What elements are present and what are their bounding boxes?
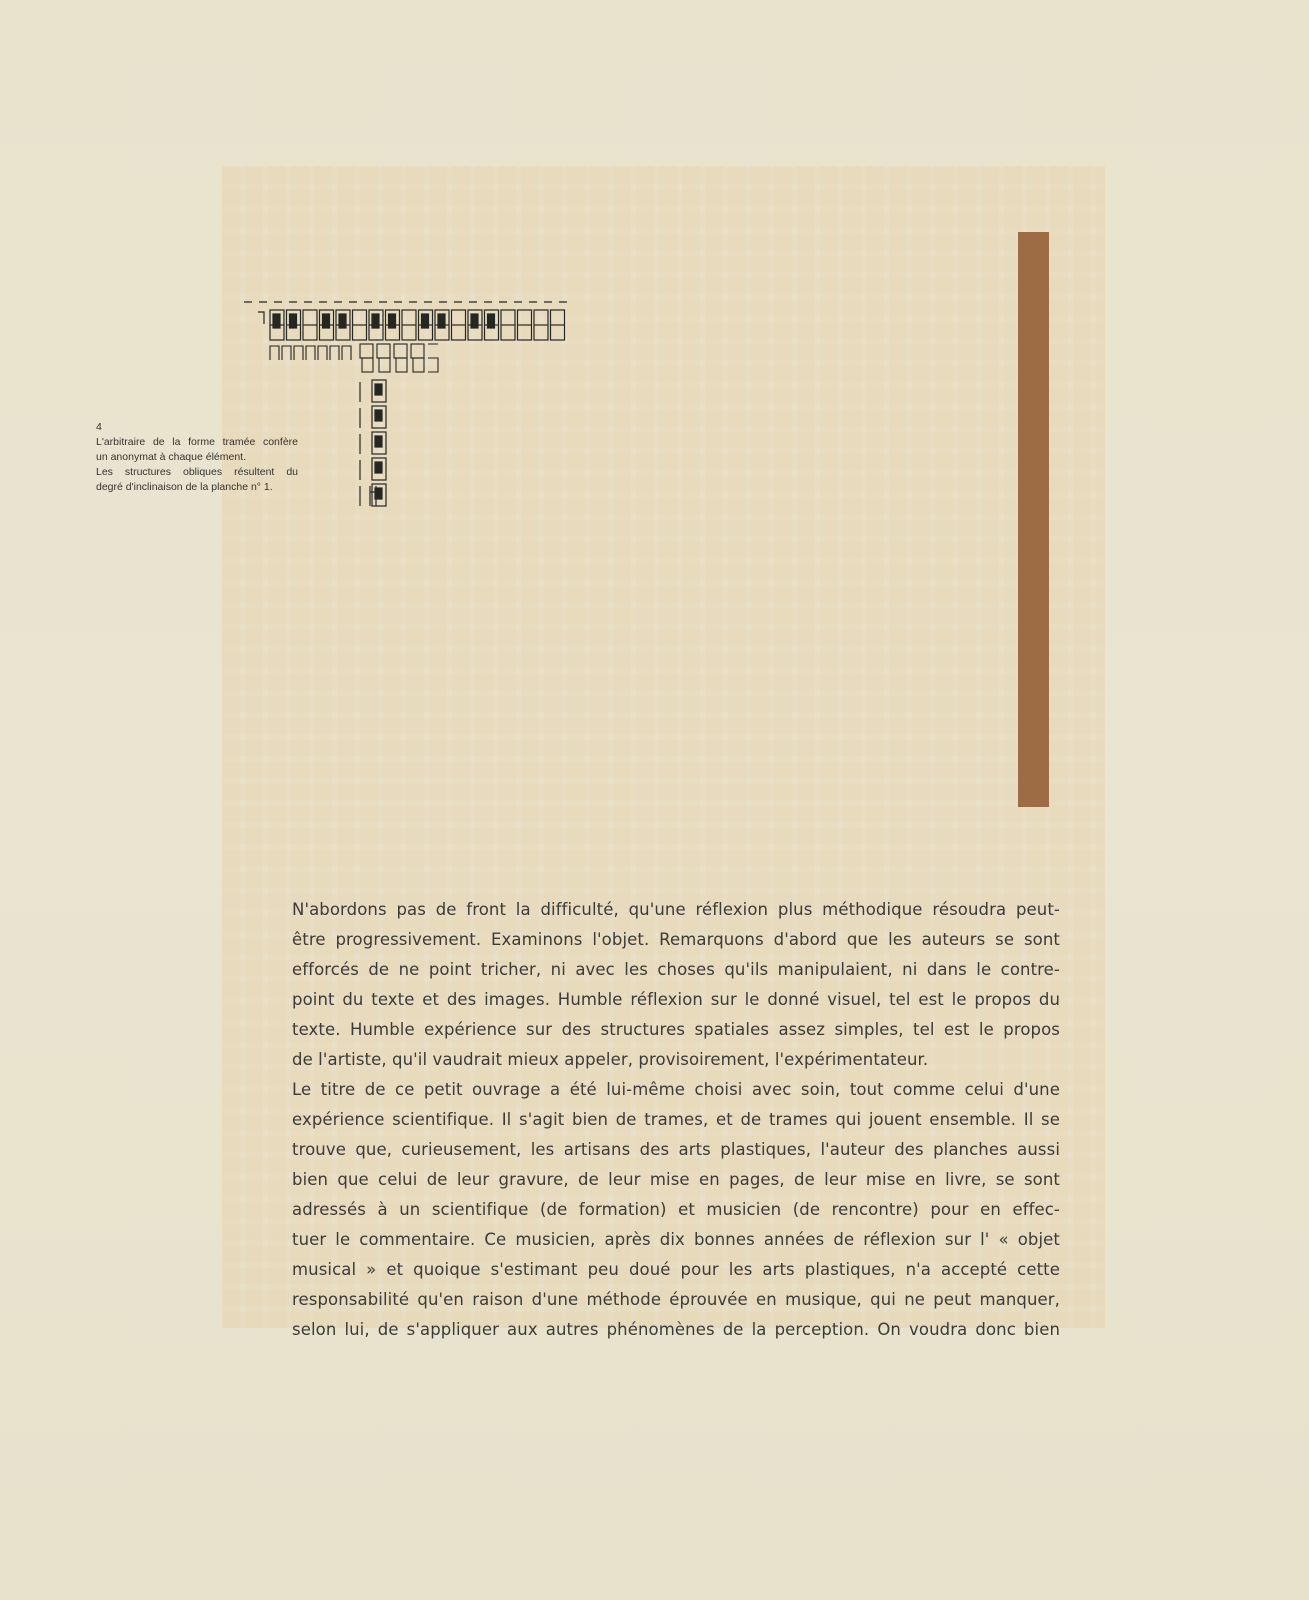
text-line: selon lui, de s'appliquer aux autres phénomènes de la perception. On voudra donc bien <box>292 1320 1060 1339</box>
cell-fill <box>488 314 495 328</box>
cell-fill <box>375 410 382 421</box>
caption-line: un anonymat à chaque élément. <box>96 451 247 463</box>
text-line: musical » et quoique s'estimant peu doué pour les arts plastiques, n'a accepté cette <box>292 1260 1060 1279</box>
text-line: efforcés de ne point tricher, ni avec les choses qu'ils manipulaient, ni dans le contre- <box>292 960 1060 979</box>
text-line: responsabilité qu'en raison d'une méthode éprouvée en musique, qui ne peut manquer, <box>292 1290 1060 1309</box>
caption-line: Les structures obliques résultent du <box>96 466 298 478</box>
bracket-mark <box>428 344 438 372</box>
cell-fill <box>471 314 478 328</box>
cell-outline <box>360 344 373 358</box>
caption-line: degré d'inclinaison de la planche n° 1. <box>96 481 273 493</box>
copper-vertical-strip <box>1018 232 1049 807</box>
cell-fill <box>422 314 429 328</box>
cell-fill <box>323 314 330 328</box>
text-line: tuer le commentaire. Ce musicien, après dix bonnes années de réflexion sur l' « objet <box>292 1230 1060 1249</box>
cell-fill <box>372 314 379 328</box>
cell-outline <box>413 358 424 372</box>
arch-mark <box>294 346 303 360</box>
cell-outline <box>394 344 407 358</box>
text-line: Le titre de ce petit ouvrage a été lui-même choisi avec soin, tout comme celui d'une <box>292 1080 1060 1099</box>
text-line: adressés à un scientifique (de formation) et musicien (de rencontre) pour en effec- <box>292 1200 1060 1219</box>
text-line: texte. Humble expérience sur des structures spatiales assez simples, tel est le propos <box>292 1020 1060 1039</box>
cell-fill <box>375 436 382 447</box>
text-line: point du texte et des images. Humble réflexion sur le donné visuel, tel est le propos du <box>292 990 1060 1009</box>
cell-fill <box>375 462 382 473</box>
cell-fill <box>389 314 396 328</box>
text-line: être progressivement. Examinons l'objet. Remarquons d'abord que les auteurs se sont <box>292 930 1060 949</box>
cell-outline <box>396 358 407 372</box>
arch-mark <box>342 346 351 360</box>
cell-fill <box>375 384 382 395</box>
bracket-mark <box>258 312 264 324</box>
screen-pattern-figure <box>242 300 574 520</box>
arch-mark <box>270 346 279 360</box>
arch-mark <box>318 346 327 360</box>
text-line: N'abordons pas de front la difficulté, qu'une réflexion plus méthodique résoudra peut- <box>292 900 1060 919</box>
cell-fill <box>339 314 346 328</box>
cell-fill <box>290 314 297 328</box>
arch-mark <box>330 346 339 360</box>
arch-mark <box>306 346 315 360</box>
caption-line: L'arbitraire de la forme tramée confère <box>96 436 298 448</box>
figure-number: 4 <box>96 421 102 433</box>
text-line: trouve que, curieusement, les artisans des arts plastiques, l'auteur des planches aussi <box>292 1140 1060 1159</box>
cell-fill <box>273 314 280 328</box>
cell-fill <box>438 314 445 328</box>
cell-outline <box>379 358 390 372</box>
text-line: expérience scientifique. Il s'agit bien de trames, et de trames qui jouent ensemble. Il se <box>292 1110 1060 1129</box>
cell-outline <box>377 344 390 358</box>
body-text <box>292 895 1060 1345</box>
arch-mark <box>282 346 291 360</box>
cell-outline <box>362 358 373 372</box>
text-line: bien que celui de leur gravure, de leur mise en pages, de leur mise en livre, se sont <box>292 1170 1060 1189</box>
text-line: de l'artiste, qu'il vaudrait mieux appeler, provisoirement, l'expérimentateur. <box>292 1050 929 1069</box>
cell-outline <box>411 344 424 358</box>
